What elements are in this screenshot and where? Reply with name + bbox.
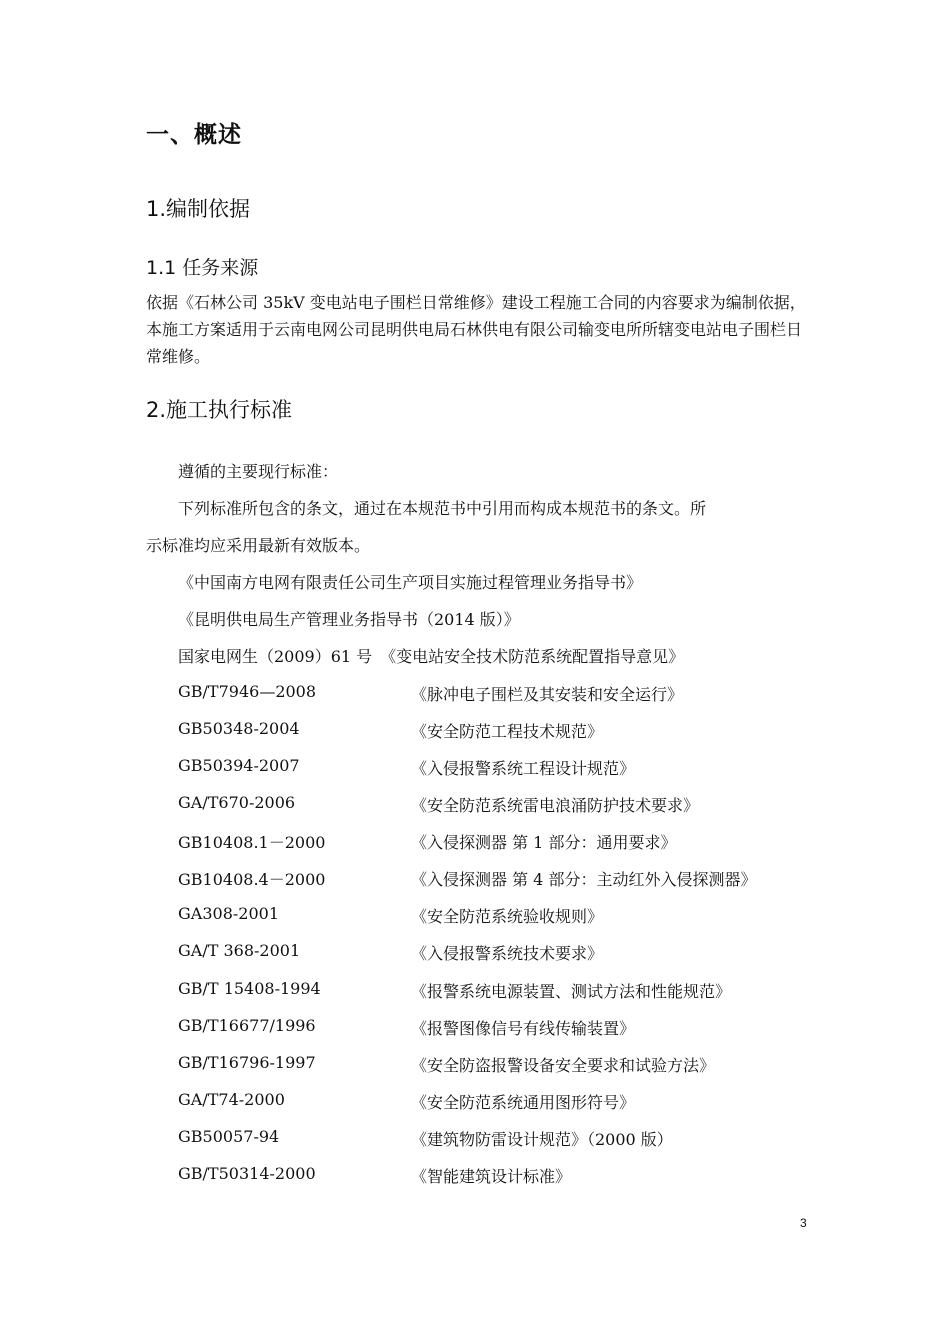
standard-code: GB10408.4－2000 <box>178 870 326 889</box>
standard-code: GB50057-94 <box>178 1127 280 1146</box>
standards-intro-text-2: 示标准均应采用最新有效版本。 <box>146 536 371 555</box>
standard-title: 《脉冲电子围栏及其安装和安全运行》 <box>411 685 684 704</box>
standard-code: GA308-2001 <box>178 904 279 923</box>
standard-title: 《智能建筑设计标准》 <box>411 1167 572 1186</box>
reference-doc-2: 《昆明供电局生产管理业务指导书（2014 版）》 <box>178 610 520 629</box>
standard-code: GB/T50314-2000 <box>178 1164 316 1183</box>
standard-title: 《报警图像信号有线传输装置》 <box>411 1019 636 1038</box>
standard-title: 《入侵报警系统工程设计规范》 <box>411 759 636 778</box>
standard-code: GA/T74-2000 <box>178 1090 285 1109</box>
standards-intro-text-1: 下列标准所包含的条文，通过在本规范书中引用而构成本规范书的条文。所 <box>178 499 707 518</box>
standard-code: GB/T7946—2008 <box>178 682 317 701</box>
reference-doc-1: 《中国南方电网有限责任公司生产项目实施过程管理业务指导书》 <box>178 573 643 592</box>
standard-code: GB10408.1－2000 <box>178 833 326 852</box>
standards-intro-line: 遵循的主要现行标准： <box>178 462 339 481</box>
section-heading-overview: 一、概述 <box>146 122 242 148</box>
standard-code: GB/T16796-1997 <box>178 1053 316 1072</box>
standard-title: 《安全防范系统通用图形符号》 <box>411 1093 636 1112</box>
page-number: 3 <box>800 1216 807 1230</box>
task-source-paragraph: 依据《石林公司 35kV 变电站电子围栏日常维修》建设工程施工合同的内容要求为编制依据，本施工方案适用于云南电网公司昆明供电局石林供电有限公司输变电所所辖变电站电子围栏日常维修。 <box>146 293 806 366</box>
standard-title: 《入侵报警系统技术要求》 <box>411 944 604 963</box>
standard-title: 《建筑物防雷设计规范》（2000 版） <box>411 1130 673 1149</box>
heading-compilation-basis: 1.编制依据 <box>146 197 251 221</box>
standard-title: 《入侵探测器 第 4 部分：主动红外入侵探测器》 <box>411 870 757 889</box>
standard-title: 《安全防范系统验收规则》 <box>411 907 604 926</box>
standard-title: 《安全防范系统雷电浪涌防护技术要求》 <box>411 796 700 815</box>
standard-code: GB50394-2007 <box>178 756 300 775</box>
standard-code: GA/T 368-2001 <box>178 941 301 960</box>
standard-code: GB50348-2004 <box>178 719 300 738</box>
reference-doc-3: 国家电网生（2009）61 号 《变电站安全技术防范系统配置指导意见》 <box>178 647 685 666</box>
standard-title: 《报警系统电源装置、测试方法和性能规范》 <box>411 982 732 1001</box>
standard-code: GB/T16677/1996 <box>178 1016 316 1035</box>
heading-construction-standards: 2.施工执行标准 <box>146 398 293 422</box>
standard-title: 《安全防范工程技术规范》 <box>411 722 604 741</box>
standard-title: 《安全防盗报警设备安全要求和试验方法》 <box>411 1056 716 1075</box>
standard-code: GB/T 15408-1994 <box>178 979 321 998</box>
standard-title: 《入侵探测器 第 1 部分：通用要求》 <box>411 833 677 852</box>
standard-code: GA/T670-2006 <box>178 793 296 812</box>
heading-task-source: 1.1 任务来源 <box>146 257 259 279</box>
